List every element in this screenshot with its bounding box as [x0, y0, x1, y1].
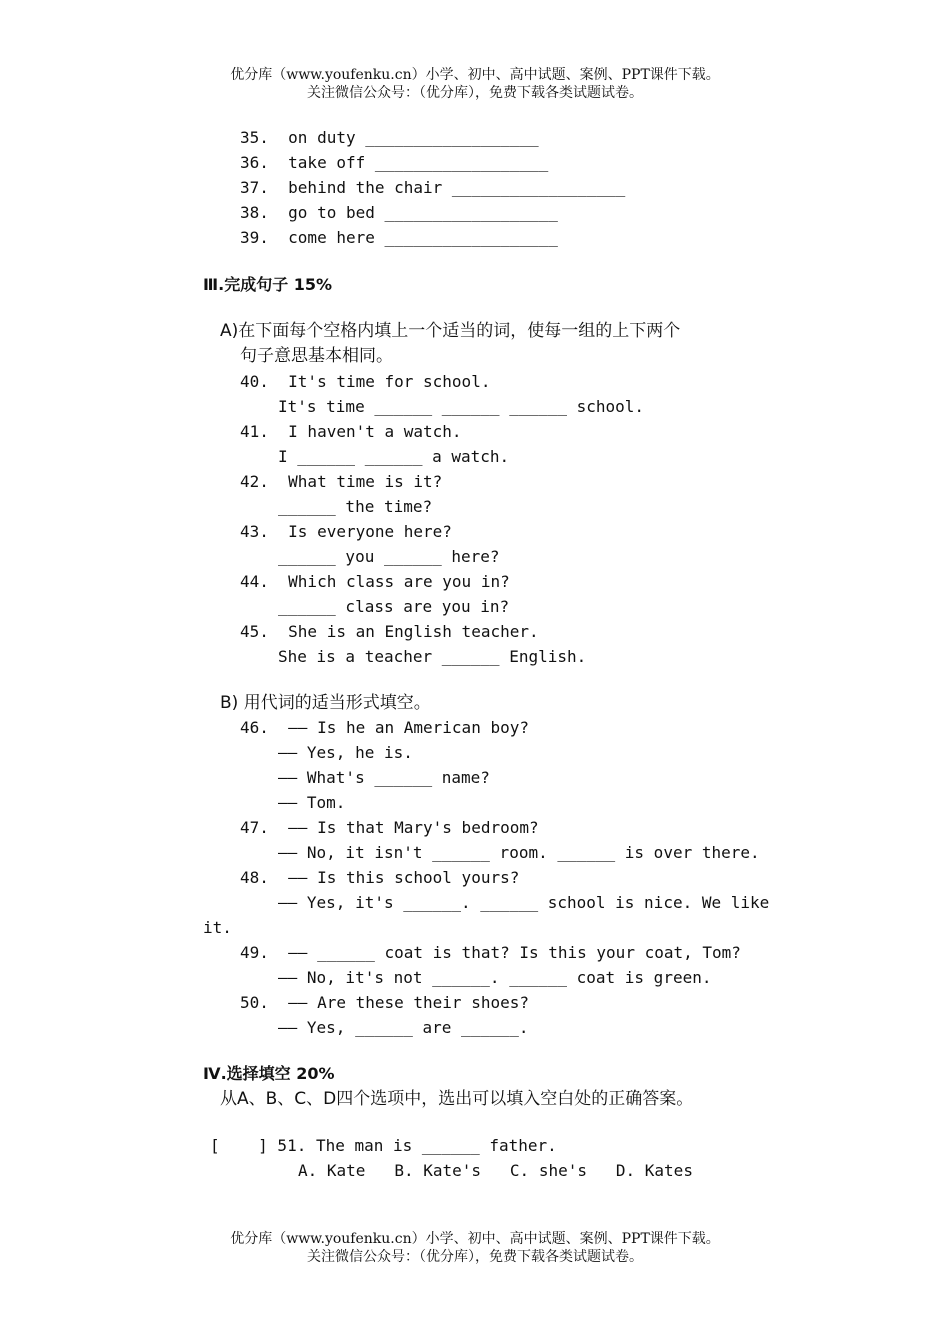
- item-50-line-1: 50. —— Are these their shoes?: [240, 993, 529, 1012]
- item-46-line-1: 46. —— Is he an American boy?: [240, 718, 529, 737]
- part-a-instruction-line-1: A)在下面每个空格内填上一个适当的词，使每一组的上下两个: [220, 321, 681, 341]
- item-47-line-2: —— No, it isn't ______ room. ______ is over there.: [278, 843, 760, 862]
- item-41-rewrite: I ______ ______ a watch.: [278, 447, 510, 466]
- header-line-2: 关注微信公众号：（优分库），免费下载各类试题试卷。: [307, 85, 643, 101]
- item-45-rewrite: She is a teacher ______ English.: [278, 647, 587, 666]
- vocab-item-37: 37. behind the chair __________________: [240, 178, 626, 197]
- item-46-line-3: —— What's ______ name?: [278, 768, 490, 787]
- section-3-title: Ⅲ.完成句子 15%: [203, 275, 333, 294]
- section-4-title: Ⅳ.选择填空 20%: [203, 1064, 335, 1083]
- page-header: [0, 66, 950, 102]
- item-43-original: 43. Is everyone here?: [240, 522, 452, 541]
- part-b-title: B) 用代词的适当形式填空。: [220, 693, 431, 713]
- question-51-options: A. Kate B. Kate's C. she's D. Kates: [298, 1161, 693, 1180]
- header-line-1: 优分库（www.youfenku.cn）小学、初中、高中试题、案例、PPT课件下载。: [230, 67, 720, 83]
- footer-line-1: 优分库（www.youfenku.cn）小学、初中、高中试题、案例、PPT课件下载。: [230, 1231, 720, 1247]
- item-49-line-2: —— No, it's not ______. ______ coat is green.: [278, 968, 712, 987]
- item-42-rewrite: ______ the time?: [278, 497, 433, 516]
- part-a-instruction-line-2: 句子意思基本相同。: [240, 346, 393, 366]
- item-46-line-2: —— Yes, he is.: [278, 743, 413, 762]
- footer-line-2: 关注微信公众号：（优分库），免费下载各类试题试卷。: [307, 1249, 643, 1265]
- item-48-line-1: 48. —— Is this school yours?: [240, 868, 520, 887]
- item-46-line-4: —— Tom.: [278, 793, 346, 812]
- item-49-line-1: 49. —— ______ coat is that? Is this your coat, Tom?: [240, 943, 741, 962]
- item-48-line-3: it.: [203, 918, 232, 937]
- page-footer: [0, 1230, 950, 1266]
- item-48-line-2: —— Yes, it's ______. ______ school is nice. We like: [278, 893, 770, 912]
- item-50-line-2: —— Yes, ______ are ______.: [278, 1018, 529, 1037]
- item-41-original: 41. I haven't a watch.: [240, 422, 462, 441]
- item-42-original: 42. What time is it?: [240, 472, 443, 491]
- vocab-item-38: 38. go to bed __________________: [240, 203, 558, 222]
- item-44-original: 44. Which class are you in?: [240, 572, 510, 591]
- vocab-item-36: 36. take off __________________: [240, 153, 549, 172]
- item-47-line-1: 47. —— Is that Mary's bedroom?: [240, 818, 539, 837]
- item-40-rewrite: It's time ______ ______ ______ school.: [278, 397, 645, 416]
- item-40-original: 40. It's time for school.: [240, 372, 491, 391]
- item-43-rewrite: ______ you ______ here?: [278, 547, 500, 566]
- question-51: [ ] 51. The man is ______ father.: [210, 1136, 557, 1155]
- vocab-item-39: 39. come here __________________: [240, 228, 558, 247]
- section-4-instruction: 从A、B、C、D四个选项中，选出可以填入空白处的正确答案。: [220, 1089, 694, 1109]
- vocab-item-35: 35. on duty __________________: [240, 128, 539, 147]
- item-45-original: 45. She is an English teacher.: [240, 622, 539, 641]
- item-44-rewrite: ______ class are you in?: [278, 597, 510, 616]
